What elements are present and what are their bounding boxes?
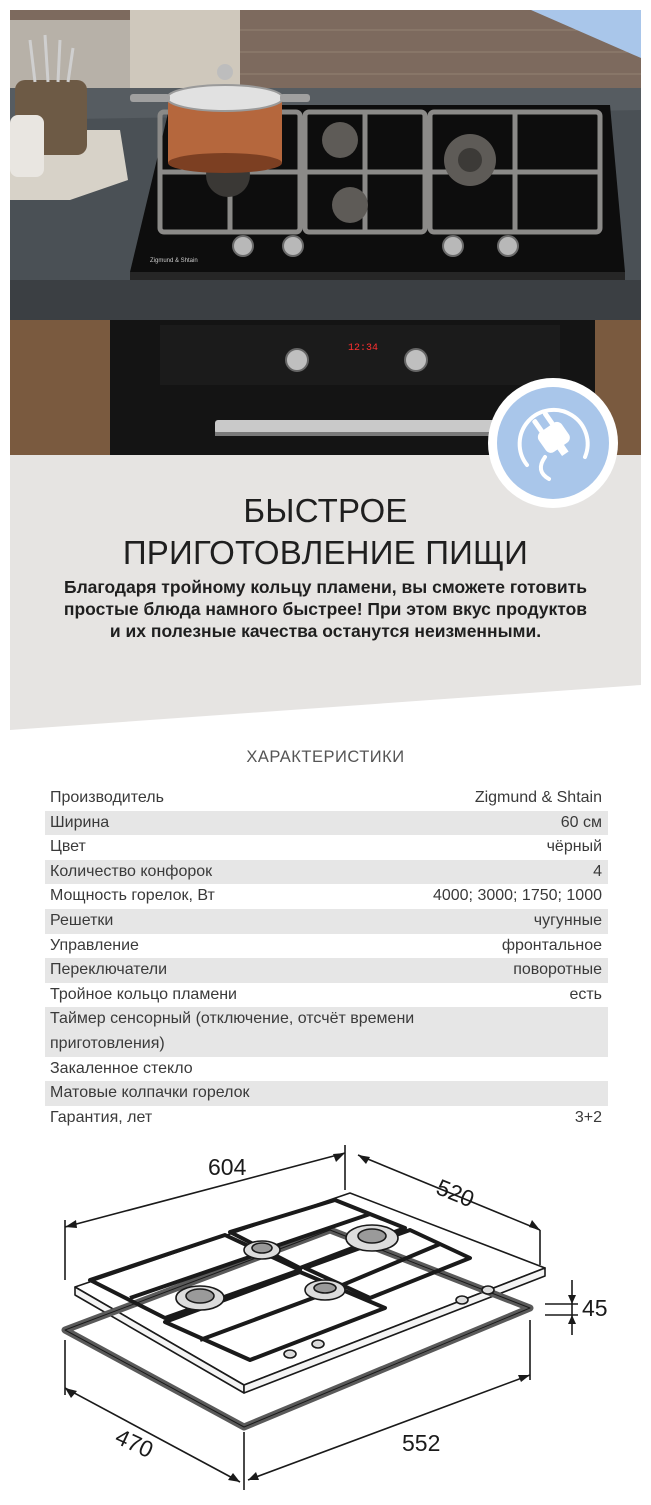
spec-value: 4 [593,862,602,880]
spec-row [45,983,608,1008]
spec-value: чугунные [533,911,602,929]
spec-value: Zigmund & Shtain [474,789,602,806]
height-dimension-label: 45 [582,1295,608,1321]
spec-row [45,1057,608,1082]
spec-row [45,786,608,811]
spec-row [45,909,608,934]
spec-value: поворотные [513,961,602,979]
spec-value: 60 см [560,813,602,831]
specs-table [45,786,608,1130]
spec-label: Закаленное стекло [50,1059,193,1077]
spec-value: есть [569,985,602,1003]
spec-row [45,860,608,885]
corner-accent-bottom [10,685,641,730]
cutout-width-dimension-label: 552 [402,1430,441,1456]
spec-row [45,811,608,836]
spec-row [45,1081,608,1106]
spec-label: Решетки [50,911,114,929]
spec-row [45,958,608,983]
width-dimension-label: 604 [208,1154,247,1180]
spec-row [45,835,608,860]
hero-description-line: простые блюда намного быстрее! При этом вкус продуктов [63,599,588,619]
spec-row [45,884,608,909]
spec-label: Производитель [50,789,164,806]
hero-description [10,576,641,642]
spec-label: Таймер сенсорный (отключение, отсчёт времени приготовления) [50,1010,415,1052]
spec-label: Матовые колпачки горелок [50,1084,250,1102]
specs-heading: ХАРАКТЕРИСТИКИ [246,748,405,766]
spec-label: Переключатели [50,961,168,979]
oven-clock-display: 12:34 [348,343,379,354]
spec-row [45,934,608,959]
spec-value: 4000; 3000; 1750; 1000 [432,887,602,905]
dimension-drawing [0,1140,651,1500]
spec-value: 3+2 [574,1108,602,1126]
spec-row [45,1106,608,1131]
hero-title-line: ПРИГОТОВЛЕНИЕ ПИЩИ [122,534,529,571]
spec-value: фронтальное [501,936,602,954]
hero-description-line: и их полезные качества останутся неизменными. [109,621,542,641]
power-plug-icon [497,387,609,499]
spec-label: Управление [50,936,139,954]
corner-accent-top [531,10,641,58]
spec-label: Тройное кольцо пламени [50,985,237,1003]
spec-label: Количество конфорок [50,862,213,880]
power-plug-badge [497,387,609,499]
spec-label: Мощность горелок, Вт [50,887,215,905]
hero-title [10,490,641,574]
spec-row [45,1007,608,1056]
hero-title-line: БЫСТРОЕ [243,492,408,529]
hob-line-drawing [0,1140,651,1500]
spec-label: Цвет [50,838,86,856]
depth-dimension-label: 520 [432,1173,479,1213]
spec-value: чёрный [546,838,602,856]
spec-label: Гарантия, лет [50,1108,153,1126]
spec-label: Ширина [50,813,110,831]
hero-description-line: Благодаря тройному кольцу пламени, вы сможете готовить [63,577,588,597]
hero-banner [10,10,641,730]
hob-brand-label: Zigmund & Shtain [150,258,198,264]
cutout-depth-dimension-label: 470 [111,1423,158,1463]
